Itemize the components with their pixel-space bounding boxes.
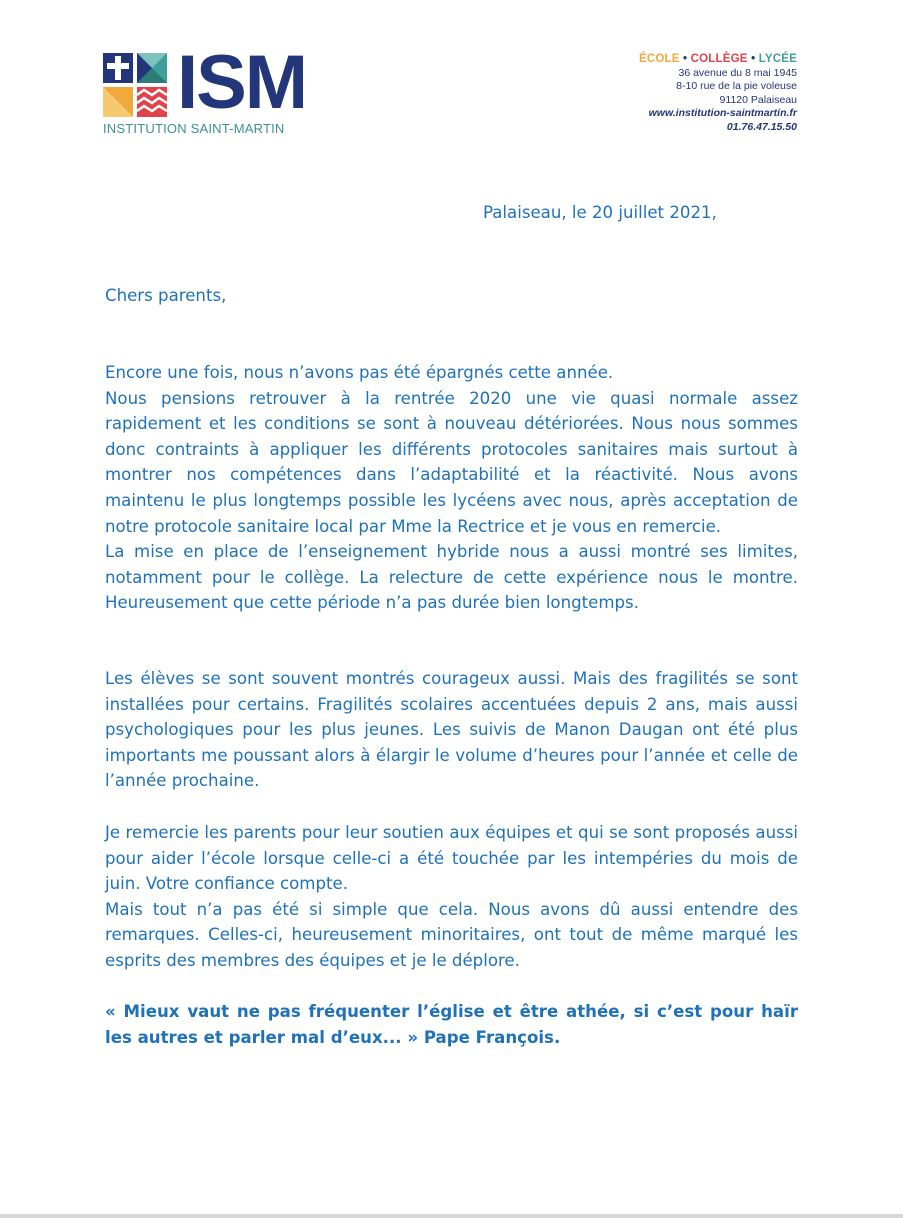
- paragraph: Mais tout n’a pas été si simple que cela. Nous avons dû aussi entendre des remarques. Celles-ci, heureusement minoritaires, ont tout de même marqué les esprits des membres des équipes et je le déplore.: [105, 899, 798, 970]
- letter-block-3: [105, 820, 798, 974]
- level-ecole: ÉCOLE: [638, 53, 680, 65]
- letter-block-2: [105, 666, 798, 794]
- address-line: 36 avenue du 8 mai 1945: [678, 66, 797, 79]
- level-lycee: LYCÉE: [758, 53, 797, 65]
- logo-subtitle: INSTITUTION SAINT-MARTIN: [103, 121, 285, 136]
- logo-wordmark: ISM: [177, 40, 307, 125]
- level-separator: •: [683, 53, 688, 65]
- logo-mark-icon: [103, 53, 167, 117]
- letter-block-1: [105, 360, 798, 616]
- paragraph: Encore une fois, nous n’avons pas été épargnés cette année.: [105, 363, 614, 382]
- page-edge: [0, 1214, 903, 1218]
- address-line: 8-10 rue de la pie voleuse: [676, 80, 797, 92]
- address-line: 91120 Palaiseau: [719, 93, 797, 106]
- institution-logo: [103, 40, 323, 138]
- school-levels: [639, 53, 797, 67]
- level-college: COLLÈGE: [690, 53, 748, 65]
- paragraph: Je remercie les parents pour leur soutien aux équipes et qui se sont proposés aussi pour aider l’école lorsque celle-ci a été touchée par les intempéries du mois de juin. Votre confiance compte.: [105, 823, 798, 894]
- paragraph: Nous pensions retrouver à la rentrée 2020 une vie quasi normale assez rapidement et les conditions se sont à nouveau détériorées. Nous nous sommes donc contraints à appliquer les différents protocoles sanitaires mais surtout à montrer nos compétences dans l’adaptabilité et la réactivité. Nous avons maintenu le plus longtemps possible les lycéens avec nous, après acceptation de notre protocole sanitaire local par Mme la Rectrice et je vous en remercie.: [105, 388, 798, 536]
- letter-date: Palaiseau, le 20 juillet 2021,: [483, 203, 717, 222]
- address-block: [639, 53, 797, 134]
- website-link[interactable]: www.institution-saintmartin.fr: [648, 107, 797, 119]
- level-separator: •: [751, 53, 756, 65]
- paragraph: Les élèves se sont souvent montrés courageux aussi. Mais des fragilités se sont installées pour certains. Fragilités scolaires accentuées depuis 2 ans, mais aussi psychologiques pour les plus jeunes. Les suivis de Manon Daugan ont été plus importants me poussant alors à élargir le volume d’heures pour l’année et celle de l’année prochaine.: [105, 669, 798, 791]
- closing-quote: « Mieux vaut ne pas fréquenter l’église et être athée, si c’est pour haïr les autres et parler mal d’eux... » Pape François.: [105, 1002, 798, 1047]
- phone-number: 01.76.47.15.50: [726, 120, 797, 133]
- letter-salutation: Chers parents,: [105, 286, 227, 305]
- paragraph: La mise en place de l’enseignement hybride nous a aussi montré ses limites, notamment pour le collège. La relecture de cette expérience nous le montre. Heureusement que cette période n’a pas durée bien longtemps.: [105, 542, 798, 613]
